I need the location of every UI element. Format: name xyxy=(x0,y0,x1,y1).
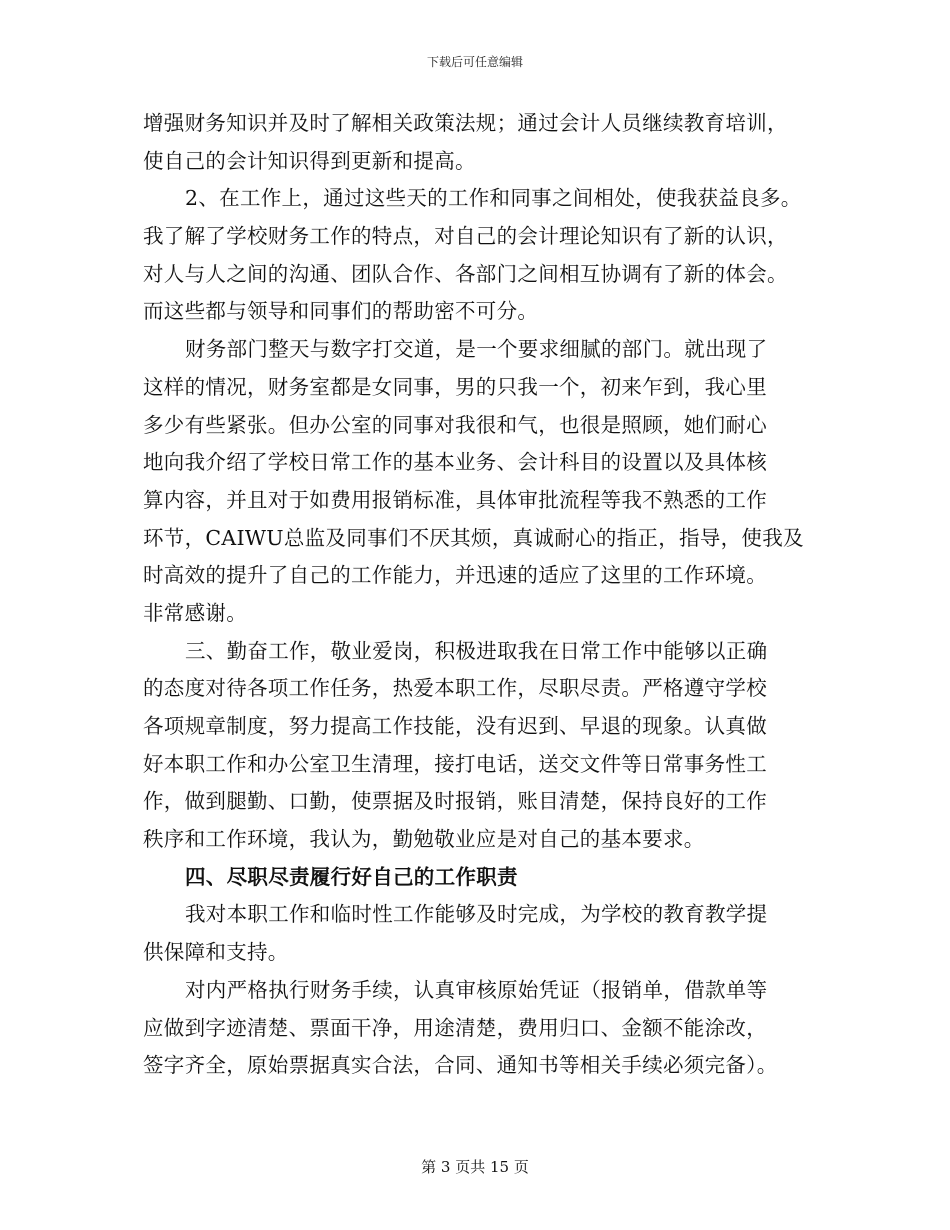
text-line: 财务部门整天与数字打交道，是一个要求细腻的部门。就出现了 xyxy=(185,337,768,362)
text-line: 对人与人之间的沟通、团队合作、各部门之间相互协调有了新的体会。 xyxy=(143,261,788,286)
text-line: 我了解了学校财务工作的特点，对自己的会计理论知识有了新的认识， xyxy=(143,224,788,249)
text-line: 非常感谢。 xyxy=(143,600,247,625)
text-line: 算内容，并且对于如费用报销标准，具体审批流程等我不熟悉的工作 xyxy=(143,487,767,512)
text-line: 的态度对待各项工作任务，热爱本职工作，尽职尽责。严格遵守学校 xyxy=(143,676,767,701)
text-line: 2、在工作上，通过这些天的工作和同事之间相处，使我获益良多。 xyxy=(185,186,802,211)
text-line: 而这些都与领导和同事们的帮助密不可分。 xyxy=(143,299,539,324)
text-line: 这样的情况，财务室都是女同事，男的只我一个，初来乍到，我心里 xyxy=(143,374,767,399)
section-heading: 四、尽职尽责履行好自己的工作职责 xyxy=(185,864,518,889)
text-line: 签字齐全，原始票据真实合法，合同、通知书等相关手续必须完备）。 xyxy=(143,1053,778,1078)
text-line: 应做到字迹清楚、票面干净，用途清楚，费用归口、金额不能涂改， xyxy=(143,1015,767,1040)
text-line: 各项规章制度，努力提高工作技能，没有迟到、早退的现象。认真做 xyxy=(143,714,767,738)
text-line: 使自己的会计知识得到更新和提高。 xyxy=(143,148,476,173)
text-line: 我对本职工作和临时性工作能够及时完成，为学校的教育教学提 xyxy=(185,902,768,927)
text-line: 秩序和工作环境，我认为，勤勉敬业应是对自己的基本要求。 xyxy=(143,827,705,852)
text-line: 作，做到腿勤、口勤，使票据及时报销，账目清楚，保持良好的工作 xyxy=(143,789,767,814)
page-number-footer: 第 3 页共 15 页 xyxy=(421,1158,529,1176)
document-body xyxy=(143,105,833,1085)
text-line: 环节，CAIWU总监及同事们不厌其烦，真诚耐心的指正，指导，使我及 xyxy=(143,525,804,550)
text-line: 供保障和支持。 xyxy=(143,940,289,965)
text-line: 好本职工作和办公室卫生清理，接打电话，送交文件等日常事务性工 xyxy=(143,751,767,776)
text-line: 增强财务知识并及时了解相关政策法规；通过会计人员继续教育培训， xyxy=(143,111,788,135)
text-line: 地向我介绍了学校日常工作的基本业务、会计科目的设置以及具体核 xyxy=(143,450,767,475)
text-line: 三、勤奋工作，敬业爱岗，积极进取我在日常工作中能够以正确 xyxy=(185,638,768,663)
text-line: 对内严格执行财务手续，认真审核原始凭证（报销单，借款单等 xyxy=(185,977,768,1002)
page-header: 下载后可任意编辑 xyxy=(426,55,523,69)
text-line: 时高效的提升了自己的工作能力，并迅速的适应了这里的工作环境。 xyxy=(143,563,767,588)
text-line: 多少有些紧张。但办公室的同事对我很和气，也很是照顾，她们耐心 xyxy=(143,412,767,437)
